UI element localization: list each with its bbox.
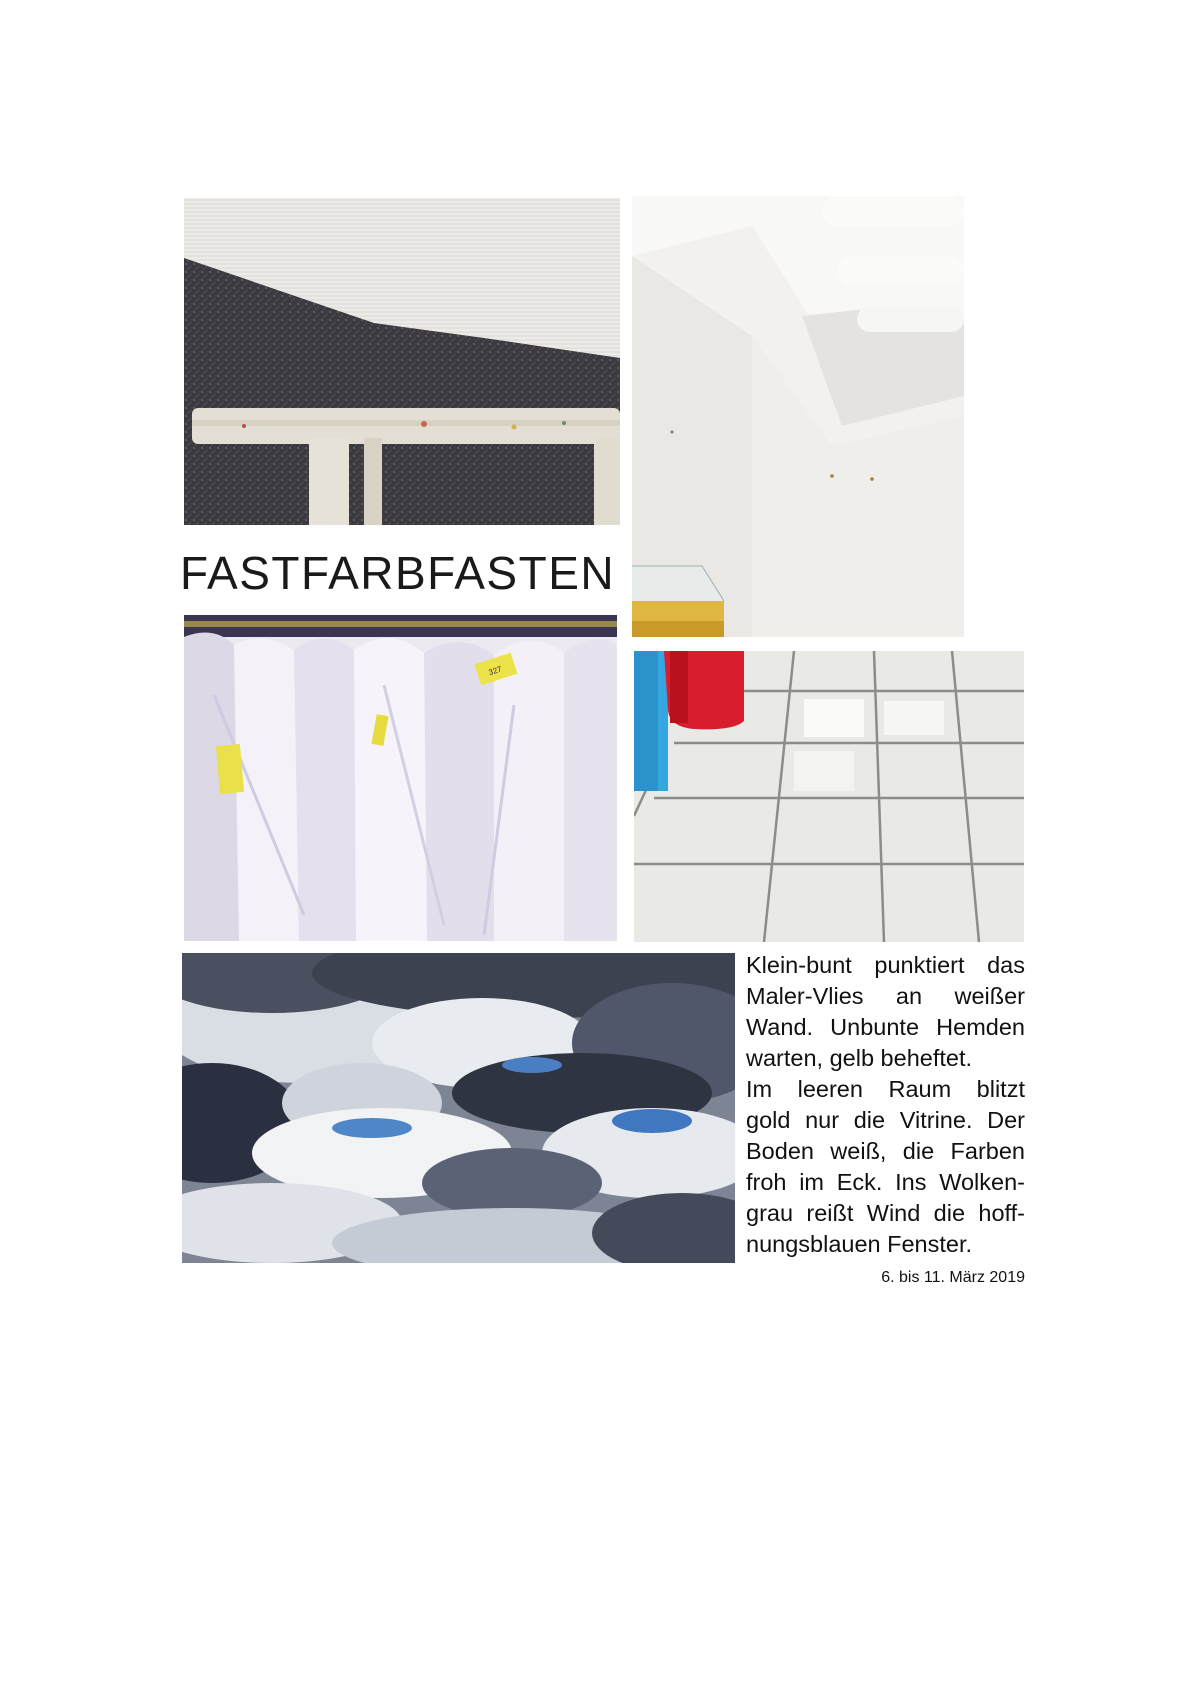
- white-tiled-floor-photo: [634, 651, 1024, 942]
- date-range: 6. bis 11. März 2019: [881, 1269, 1025, 1286]
- poem-line: Klein-bunt punktiert das: [746, 952, 1025, 978]
- page-title: FASTFARBFASTEN: [180, 547, 616, 599]
- poem-line: nungsblauen Fenster.: [746, 1231, 973, 1257]
- empty-white-room-with-vitrine-photo: [632, 196, 964, 637]
- cloudy-sky-photo: [182, 953, 735, 1263]
- shirts-in-plastic-with-yellow-tags-photo: [184, 615, 617, 941]
- poem-line: Wand. Unbunte Hemden: [746, 1014, 1025, 1040]
- poem-line: grau reißt Wind die hoff-: [746, 1200, 1025, 1226]
- poem-line: froh im Eck. Ins Wolken-: [746, 1169, 1025, 1195]
- poem-line: Boden weiß, die Farben: [746, 1138, 1025, 1164]
- painted-wall-ladder-on-fleece-photo: [184, 198, 620, 525]
- poem-line: gold nur die Vitrine. Der: [746, 1107, 1025, 1133]
- poem-line: warten, gelb beheftet.: [746, 1045, 973, 1071]
- poem-text: [746, 950, 1025, 1260]
- svg-text:327: 327: [487, 664, 503, 678]
- poem-line: Im leeren Raum blitzt: [746, 1076, 1025, 1102]
- poem-line: Maler-Vlies an weißer: [746, 983, 1025, 1009]
